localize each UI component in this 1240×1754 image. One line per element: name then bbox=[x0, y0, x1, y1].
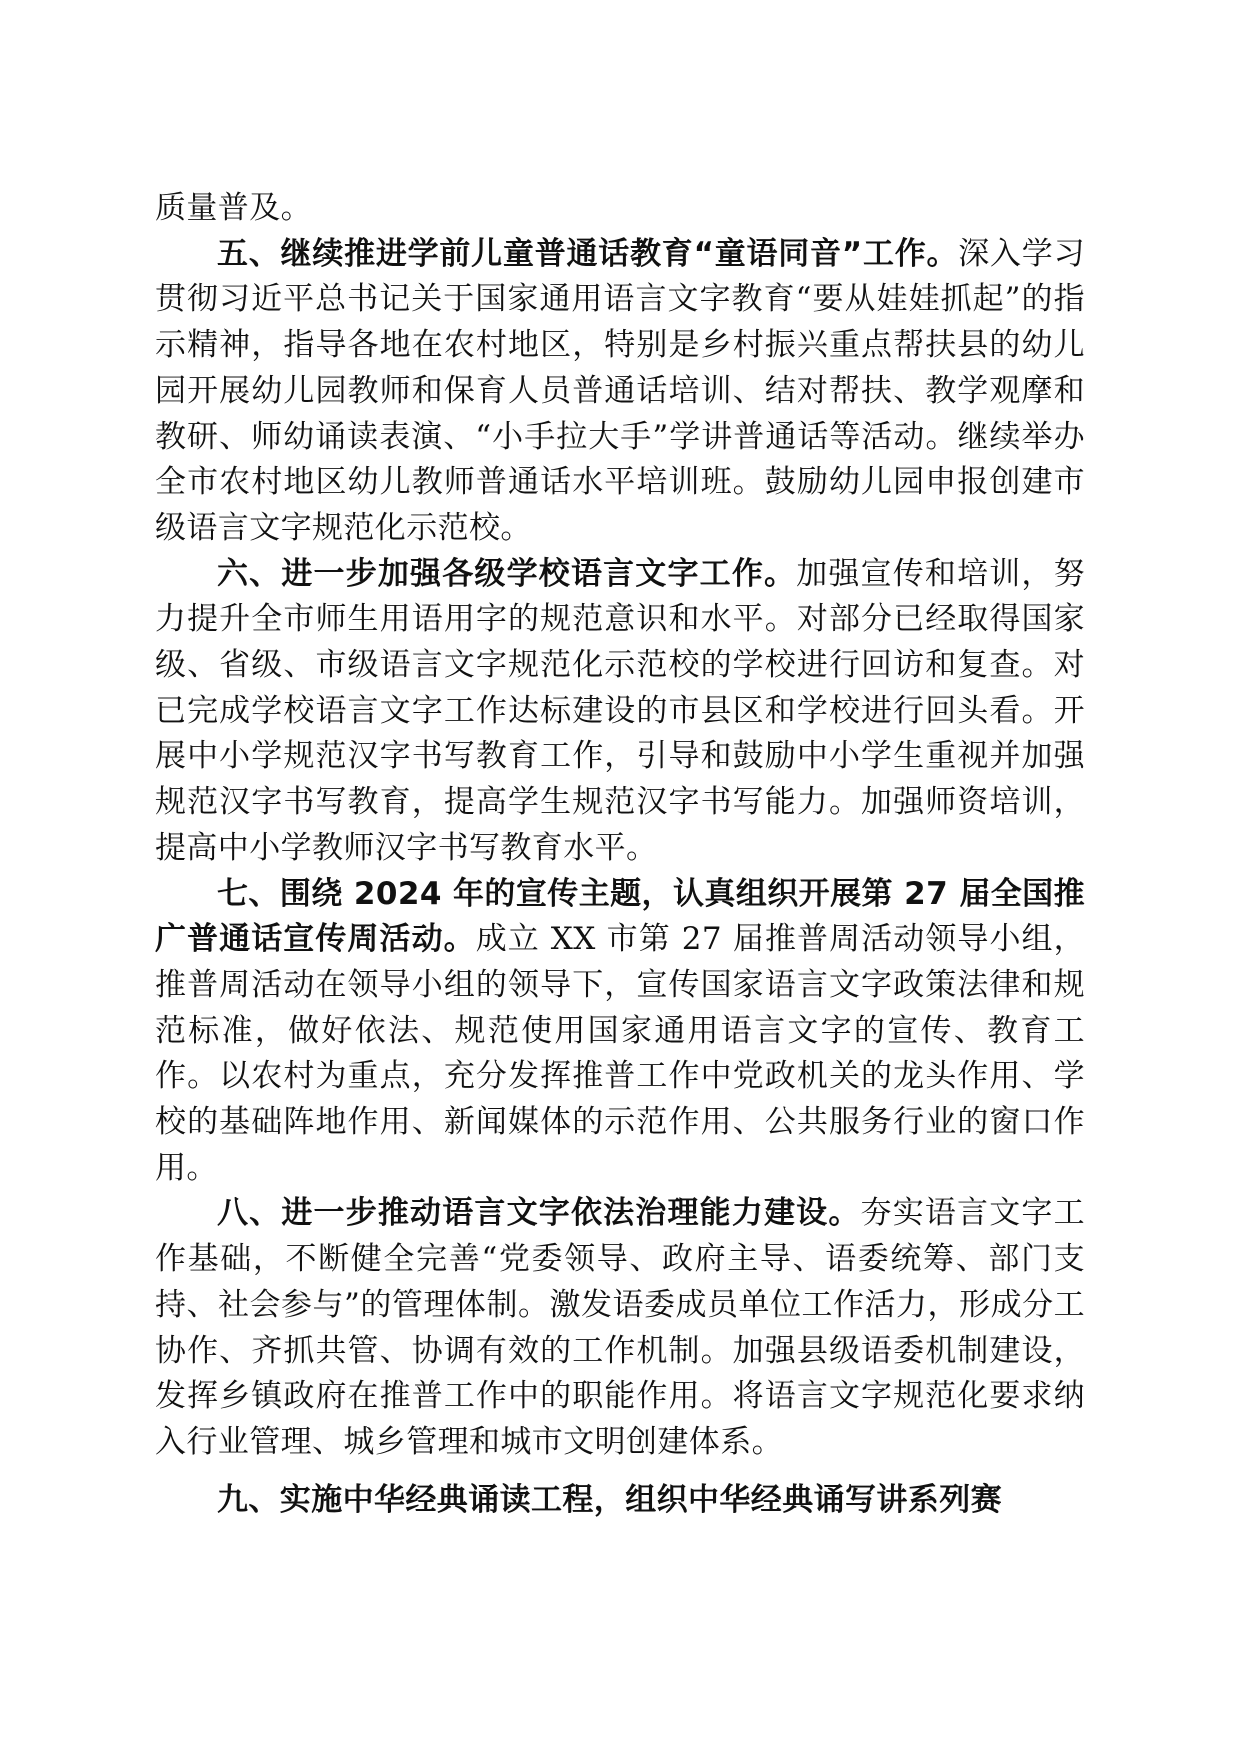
paragraph-text: 加强宣传和培训，努力提升全市师生用语用字的规范意识和水平。对部分已经取得国家级、省级、市级语言文字规范化示范校的学校进行回访和复查。对已完成学校语言文字工作达标建设的市县区和学校进行回头看。开展中小学规范汉字书写教育工作，引导和鼓励中小学生重视并加强规范汉字书写教育，提高学生规范汉字书写能力。加强师资培训，提高中小学教师汉字书写教育水平。 bbox=[155, 555, 1085, 866]
section-heading: 九、实施中华经典诵读工程，组织中华经典诵写讲系列赛 bbox=[217, 1481, 1002, 1518]
paragraph-section-9 bbox=[155, 1478, 1085, 1524]
section-heading: 五、继续推进学前儿童普通话教育“童语同音”工作。 bbox=[217, 235, 959, 272]
paragraph-text: 成立 XX 市第 27 届推普周活动领导小组，推普周活动在领导小组的领导下，宣传国家语言文字政策法律和规范标准，做好依法、规范使用国家通用语言文字的宣传、教育工作。以农村为重点，充分发挥推普工作中党政机关的龙头作用、学校的基础阵地作用、新闻媒体的示范作用、公共服务行业的窗口作用。 bbox=[155, 921, 1086, 1186]
section-heading: 七、围绕 2024 年的宣传主题，认真组织开展第 27 届全国推广普通话宣传周活动。 bbox=[155, 875, 1085, 958]
paragraph-section-7 bbox=[155, 872, 1085, 1192]
paragraph-text: 质量普及。 bbox=[155, 190, 312, 226]
paragraph-continuation bbox=[155, 186, 1085, 232]
section-heading: 八、进一步推动语言文字依法治理能力建设。 bbox=[217, 1195, 861, 1232]
paragraph-text: 夯实语言文字工作基础，不断健全完善“党委领导、政府主导、语委统筹、部门支持、社会参与”的管理体制。激发语委成员单位工作活力，形成分工协作、齐抓共管、协调有效的工作机制。加强县级语委机制建设，发挥乡镇政府在推普工作中的职能作用。将语言文字规范化要求纳入行业管理、城乡管理和城市文明创建体系。 bbox=[155, 1195, 1085, 1460]
paragraph-section-5 bbox=[155, 232, 1085, 552]
paragraph-section-6 bbox=[155, 552, 1085, 872]
paragraph-section-8 bbox=[155, 1191, 1085, 1465]
document-body bbox=[155, 186, 1085, 1523]
section-heading: 六、进一步加强各级学校语言文字工作。 bbox=[217, 555, 797, 592]
paragraph-text: 深入学习贯彻习近平总书记关于国家通用语言文字教育“要从娃娃抓起”的指示精神，指导各地在农村地区，特别是乡村振兴重点帮扶县的幼儿园开展幼儿园教师和保育人员普通话培训、结对帮扶、教学观摩和教研、师幼诵读表演、“小手拉大手”学讲普通话等活动。继续举办全市农村地区幼儿教师普通话水平培训班。鼓励幼儿园申报创建市级语言文字规范化示范校。 bbox=[155, 235, 1085, 546]
